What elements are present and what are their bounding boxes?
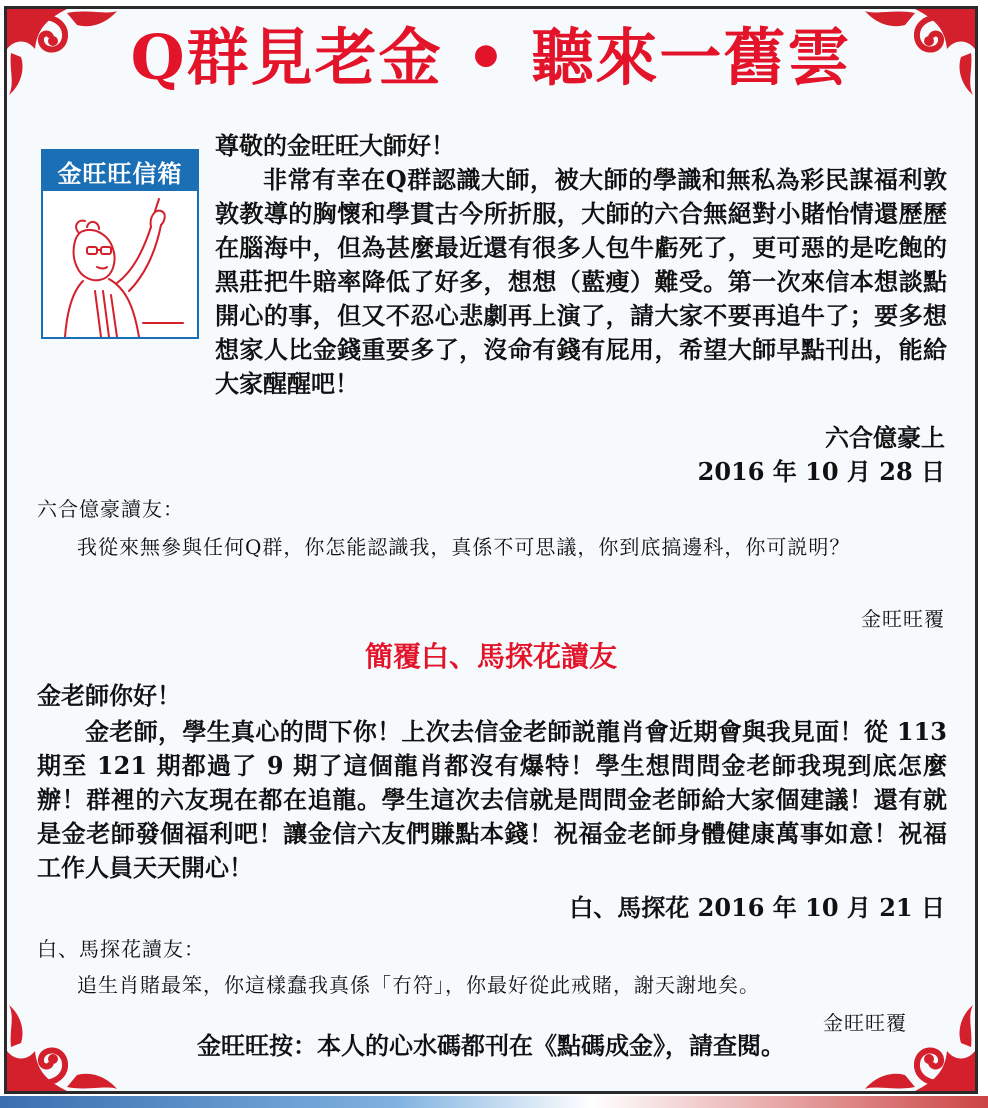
letter2-body: 金老師，學生真心的問下你！上次去信金老師説龍肖會近期會與我見面！從 113 期至 121 期都過了 9 期了這個龍肖都沒有爆特！學生想問問金老師我現到底怎麼辦！群裡的六友現在都在追龍。學生這次去信就是問問金老師給大家個建議！還有就是金老師發個福利吧！讓金信六友們賺點本錢！祝福金老師身體健康萬事如意！祝福工作人員天天開心！ xyxy=(37,717,947,882)
reply2-body: 追生肖賭最笨，你這樣蠢我真係「冇符」，你最好從此戒賭，謝天謝地矣。 xyxy=(77,973,760,997)
mailbox-badge xyxy=(41,149,199,339)
reply1-signature: 金旺旺覆 xyxy=(861,607,945,631)
letters-page xyxy=(4,6,978,1094)
letter1-signature: 六合億豪上 xyxy=(825,423,945,452)
columnist-illustration-icon xyxy=(43,191,197,337)
footnote: 金旺旺按：本人的心水碼都刊在《點碼成金》，請查閱。 xyxy=(197,1032,785,1060)
reply2-signature: 金旺旺覆 xyxy=(823,1011,907,1035)
reply1-body: 我從來無參與任何Q群，你怎能認識我，真係不可思議，你到底搞邊科，你可説明？ xyxy=(77,535,851,559)
letter2-signature-date: 白、馬探花 2016 年 10 月 21 日 xyxy=(569,893,945,922)
bottom-strip xyxy=(0,1096,988,1108)
page-title: Q群見老金 • 聽來一舊雲 xyxy=(130,21,852,94)
section2-title: 簡覆白、馬探花讀友 xyxy=(364,640,617,673)
letter1-date: 2016 年 10 月 28 日 xyxy=(697,457,945,486)
letter1-body: 非常有幸在Q群認識大師，被大師的學識和無私為彩民謀福利敦敦教導的胸懷和學貫古今所折服，大師的六合無絕對小賭怡情還歷歷在腦海中，但為甚麼最近還有很多人包牛虧死了，更可惡的是吃飽的黑莊把牛賠率降低了好多，想想（藍瘦）難受。第一次來信本想談點開心的事，但又不忍心悲劇再上演了，請大家不要再追牛了；要多想想家人比金錢重要多了，沒命有錢有屁用，希望大師早點刊出，能給大家醒醒吧！ xyxy=(215,165,947,398)
letter1-greeting: 尊敬的金旺旺大師好！ xyxy=(215,131,455,160)
letter2-greeting: 金老師你好！ xyxy=(37,681,181,710)
mailbox-label: 金旺旺信箱 xyxy=(43,151,197,191)
reply1-addressee: 六合億豪讀友： xyxy=(37,497,184,521)
reply2-addressee: 白、馬探花讀友： xyxy=(37,937,205,961)
